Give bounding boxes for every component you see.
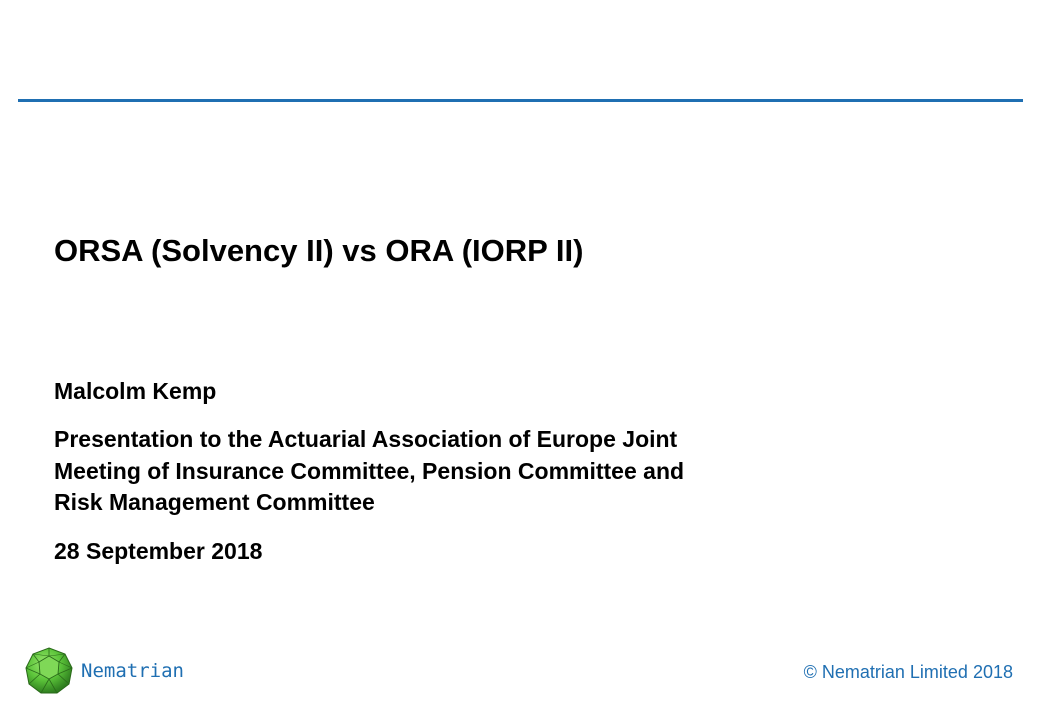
copyright-notice: © Nematrian Limited 2018 [803,662,1013,682]
presentation-date: 28 September 2018 [54,538,263,564]
author-name: Malcolm Kemp [54,378,217,404]
presentation-line-3: Risk Management Committee [54,489,375,515]
slide-title: ORSA (Solvency II) vs ORA (IORP II) [54,233,584,268]
presentation-description [54,424,814,519]
presentation-line-2: Meeting of Insurance Committee, Pension Committee and [54,457,685,484]
brand-name: Nematrian [81,660,184,682]
presentation-line-1: Presentation to the Actuarial Association of Europe Joint [54,426,678,452]
header-divider [18,99,1023,102]
green-polyhedron-icon [24,646,74,696]
